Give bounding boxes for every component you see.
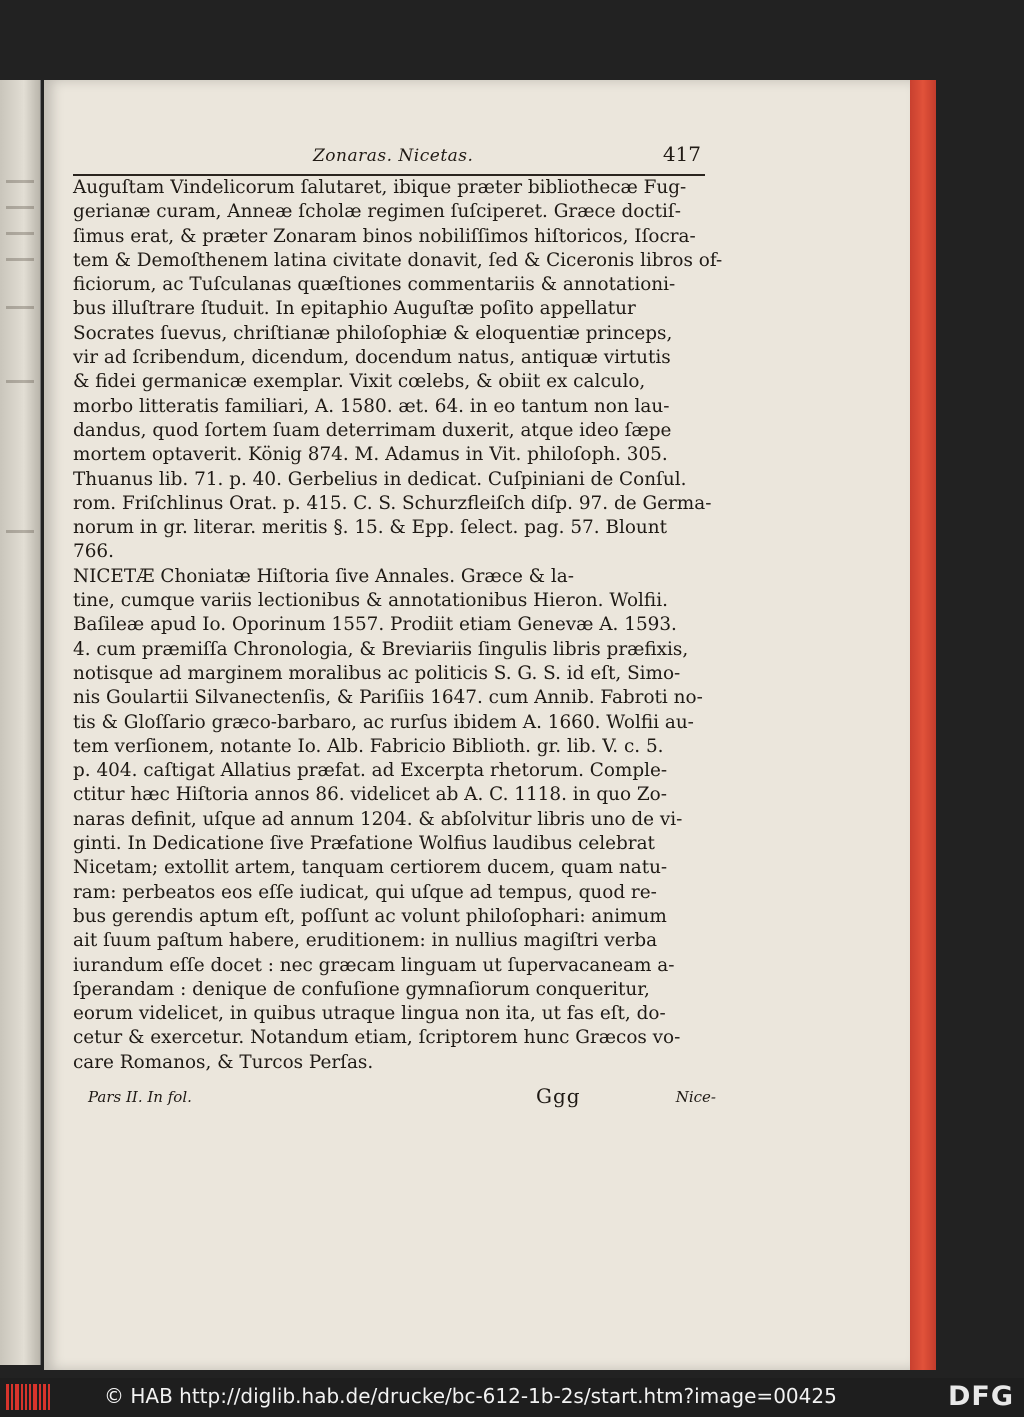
quire-mark: Ggg — [536, 1084, 581, 1108]
dfg-logo: DFG — [947, 1381, 1014, 1412]
text-line: ſimus erat, & præter Zonaram binos nobiliſſimos hiſtoricos, Iſocra- — [73, 225, 696, 247]
body-text — [73, 176, 723, 1075]
text-line: eorum videlicet, in quibus utraque lingua non ita, ut fas eſt, do- — [73, 1003, 666, 1025]
text-line: vir ad ſcribendum, dicendum, docendum natus, antiquæ virtutis — [73, 347, 671, 369]
text-line: ficiorum, ac Tuſculanas quæſtiones commentariis & annotationi- — [73, 274, 676, 296]
text-line: p. 404. caſtigat Allatius præfat. ad Excerpta rhetorum. Comple- — [73, 760, 668, 782]
text-line: & fidei germanicæ exemplar. Vixit cœlebs, & obiit ex calculo, — [73, 371, 646, 393]
text-line: care Romanos, & Turcos Perſas. — [73, 1051, 374, 1073]
text-line: mortem optaverit. König 874. M. Adamus in Vit. philoſoph. 305. — [73, 444, 668, 466]
signature-mark: Pars II. In fol. — [88, 1088, 192, 1106]
catchword: Nice- — [675, 1088, 716, 1106]
barcode-icon — [6, 1384, 50, 1410]
text-line: Nicetam; extollit artem, tanquam certiorem ducem, quam natu- — [73, 857, 668, 879]
text-line: dandus, quod ſortem ſuam deterrimam duxerit, atque ideo ſæpe — [73, 419, 672, 441]
text-line: bus illuſtrare ſtuduit. In epitaphio Auguſtæ poſito appellatur — [73, 298, 636, 320]
text-line: Socrates ſuevus, chriſtianæ philoſophiæ & eloquentiæ princeps, — [73, 322, 673, 344]
text-line: Auguſtam Vindelicorum ſalutaret, ibique præter bibliothecæ Fug- — [73, 177, 687, 198]
source-credit-link[interactable]: © HAB http://diglib.hab.de/drucke/bc-612-1b-2s/start.htm?image=00425 — [104, 1384, 837, 1408]
text-line: morbo litteratis familiari, A. 1580. æt. 64. in eo tantum non lau- — [73, 395, 670, 417]
text-line: bus gerendis aptum eſt, poſſunt ac volunt philoſophari: animum — [73, 905, 667, 927]
text-line: tem & Demoſthenem latina civitate donavit, ſed & Ciceronis libros of- — [73, 249, 723, 271]
running-head: Zonaras. Nicetas. — [313, 146, 474, 166]
text-line: gerianæ curam, Anneæ ſcholæ regimen ſuſciperet. Græce doctiſ- — [73, 201, 681, 223]
text-line: naras definit, uſque ad annum 1204. & abſolvitur libris uno de vi- — [73, 808, 683, 830]
text-line: ctitur hæc Hiſtoria annos 86. videlicet ab A. C. 1118. in quo Zo- — [73, 784, 667, 806]
text-line: Thuanus lib. 71. p. 40. Gerbelius in dedicat. Cuſpiniani de Conſul. — [73, 468, 687, 490]
text-line: 766. — [73, 541, 114, 563]
text-line: ſperandam : denique de confuſione gymnaſiorum conqueritur, — [73, 978, 650, 1000]
previous-page-edge — [0, 80, 41, 1365]
text-line: Baſileæ apud Io. Oporinum 1557. Prodiit etiam Genevæ A. 1593. — [73, 614, 677, 636]
viewer-bar — [0, 1378, 1024, 1417]
text-line: cetur & exercetur. Notandum etiam, ſcriptorem hunc Græcos vo- — [73, 1027, 681, 1049]
text-line: ait ſuum paſtum habere, eruditionem: in nullius magiſtri verba — [73, 930, 658, 952]
text-line: notisque ad marginem moralibus ac politicis S. G. S. id eſt, Simo- — [73, 662, 681, 684]
text-line: rom. Friſchlinus Orat. p. 415. C. S. Schurzfleiſch diſp. 97. de Germa- — [73, 492, 712, 514]
text-line: tine, cumque variis lectionibus & annotationibus Hieron. Wolfii. — [73, 590, 668, 612]
text-line: ram: perbeatos eos eſſe iudicat, qui uſque ad tempus, quod re- — [73, 881, 657, 903]
text-line: nis Goulartii Silvanectenſis, & Pariſiis 1647. cum Annib. Fabroti no- — [73, 687, 703, 709]
text-line: iurandum eſſe docet : nec græcam linguam ut ſupervacaneam a- — [73, 954, 675, 976]
page-header — [73, 140, 705, 176]
page-number: 417 — [662, 142, 701, 166]
text-line: NICETÆ Choniatæ Hiſtoria ſive Annales. Græce & la- — [73, 565, 574, 587]
text-line: ginti. In Dedicatione ſive Præfatione Wolfius laudibus celebrat — [73, 833, 655, 855]
red-page-edge — [910, 80, 936, 1370]
page-footer — [88, 1084, 716, 1112]
text-line: tem verſionem, notante Io. Alb. Fabricio Biblioth. gr. lib. V. c. 5. — [73, 735, 664, 757]
text-line: 4. cum præmiſſa Chronologia, & Breviariis ſingulis libris præfixis, — [73, 638, 689, 660]
text-line: tis & Gloſſario græco-barbaro, ac rurſus ibidem A. 1660. Wolfii au- — [73, 711, 694, 733]
text-line: norum in gr. literar. meritis §. 15. & Epp. ſelect. pag. 57. Blount — [73, 517, 667, 539]
